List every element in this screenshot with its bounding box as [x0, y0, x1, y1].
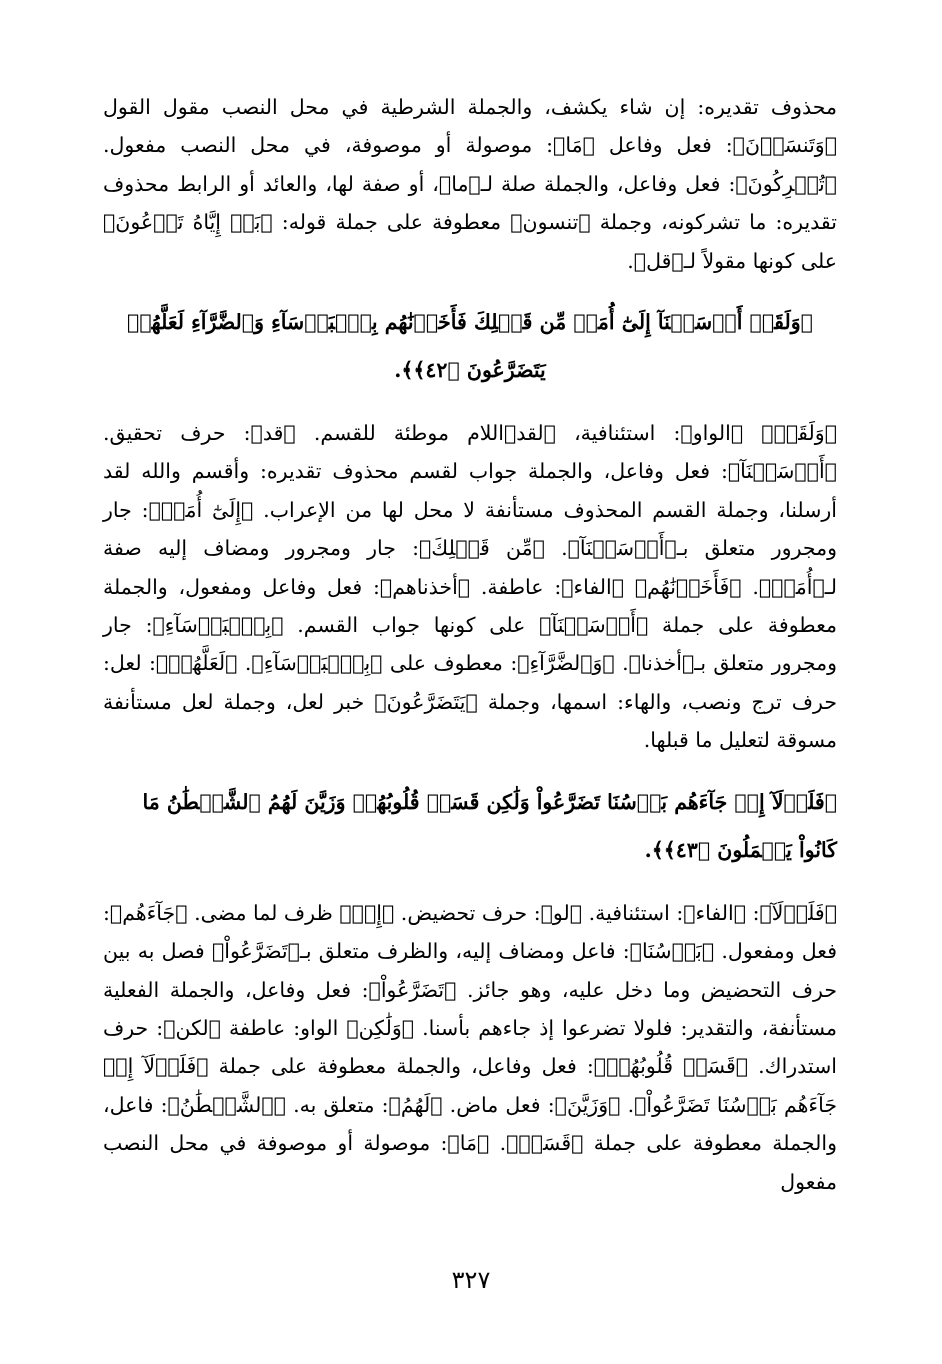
quran-verse-42: ﴿وَلَقَدۡ أَرۡسَلۡنَآ إِلَىٰٓ أُمَمٖ مِّن قَبۡلِكَ فَأَخَذۡنَٰهُم بِٱلۡبَأۡسَآءِ وَٱلضَّرَّآءِ لَعَلَّهُمۡ يَتَضَرَّعُونَ ﴿٤٢﴾﴾. — [127, 310, 813, 383]
quran-verse-43: ﴿فَلَوۡلَآ إِذۡ جَآءَهُم بَأۡسُنَا تَضَرَّعُواْ وَلَٰكِن قَسَتۡ قُلُوبُهُمۡ وَزَيَّنَ لَهُمُ ٱلشَّيۡطَٰنُ مَا كَانُواْ يَعۡمَلُونَ ﴿٤٣﴾﴾. — [142, 789, 837, 862]
page-body — [103, 88, 837, 1201]
paragraph-1: محذوف تقديره: إن شاء يكشف، والجملة الشرطية في محل النصب مقول القول ﴿وَتَنسَوۡنَ﴾: فعل وفاعل ﴿مَا﴾: موصولة أو موصوفة، في محل النصب مفعول. ﴿تُشۡرِكُونَ﴾: فعل وفاعل، والجملة صلة لـ﴿ما﴾، أو صفة لها، والعائد أو الرابط محذوف تقديره: ما تشركونه، وجملة ﴿تنسون﴾ معطوفة على جملة قوله: ﴿بَلۡ إِيَّاهُ تَدۡعُونَ﴾ على كونها مقولاً لـ﴿قل﴾. — [103, 95, 837, 273]
paragraph-3: ﴿فَلَوۡلَآ﴾: ﴿الفاء﴾: استئنافية. ﴿لو﴾: حرف تحضيض. ﴿إِذۡ﴾ ظرف لما مضى. ﴿جَآءَهُم﴾: فعل ومفعول. ﴿بَأۡسُنَا﴾: فاعل ومضاف إليه، والظرف متعلق بـ﴿تَضَرَّعُواْ﴾ فصل به بين حرف التحضيض وما دخل عليه، وهو جائز. ﴿تَضَرَّعُواْ﴾: فعل وفاعل، والجملة الفعلية مستأنفة، والتقدير: فلولا تضرعوا إذ جاءهم بأسنا. ﴿وَلَٰكِن﴾ الواو: عاطفة ﴿لكن﴾: حرف استدراك. ﴿قَسَتۡ قُلُوبُهُمۡ﴾: فعل وفاعل، والجملة معطوفة على جملة ﴿فَلَوۡلَآ إِذۡ جَآءَهُم بَأۡسُنَا تَضَرَّعُواْ﴾. ﴿وَزَيَّنَ﴾: فعل ماض. ﴿لَهُمُ﴾: متعلق به. ﴿ٱلشَّيۡطَٰنُ﴾: فاعل، والجملة معطوفة على جملة ﴿قَسَتۡ﴾. ﴿مَا﴾: موصولة أو موصوفة في محل النصب مفعول — [103, 900, 837, 1194]
page-number: ٣٢٧ — [451, 1266, 491, 1294]
paragraph-2: ﴿وَلَقَدۡ﴾ ﴿الواو﴾: استئنافية، ﴿لقد﴾اللام موطئة للقسم. ﴿قد﴾: حرف تحقيق. ﴿أَرۡسَلۡنَآ﴾: فعل وفاعل، والجملة جواب لقسم محذوف تقديره: وأقسم والله لقد أرسلنا، وجملة القسم المحذوف مستأنفة لا محل لها من الإعراب. ﴿إِلَىٰٓ أُمَمٖ﴾: جار ومجرور متعلق بـ﴿أَرۡسَلۡنَآ﴾. ﴿مِّن قَبۡلِكَ﴾: جار ومجرور ومضاف إليه صفة لـ﴿أُمَمٖ﴾. ﴿فَأَخَذۡنَٰهُم﴾ ﴿الفاء﴾: عاطفة. ﴿أخذناهم﴾: فعل وفاعل ومفعول، والجملة معطوفة على جملة ﴿أَرۡسَلۡنَآ﴾ على كونها جواب القسم. ﴿بِٱلۡبَأۡسَآءِ﴾: جار ومجرور متعلق بـ﴿أخذنا﴾. ﴿وَٱلضَّرَّآءِ﴾: معطوف على ﴿بِٱلۡبَأۡسَآءِ﴾. ﴿لَعَلَّهُمۡ﴾: لعل: حرف ترج ونصب، والهاء: اسمها، وجملة ﴿يَتَضَرَّعُونَ﴾ خبر لعل، وجملة لعل مستأنفة مسوقة لتعليل ما قبلها. — [103, 421, 837, 753]
